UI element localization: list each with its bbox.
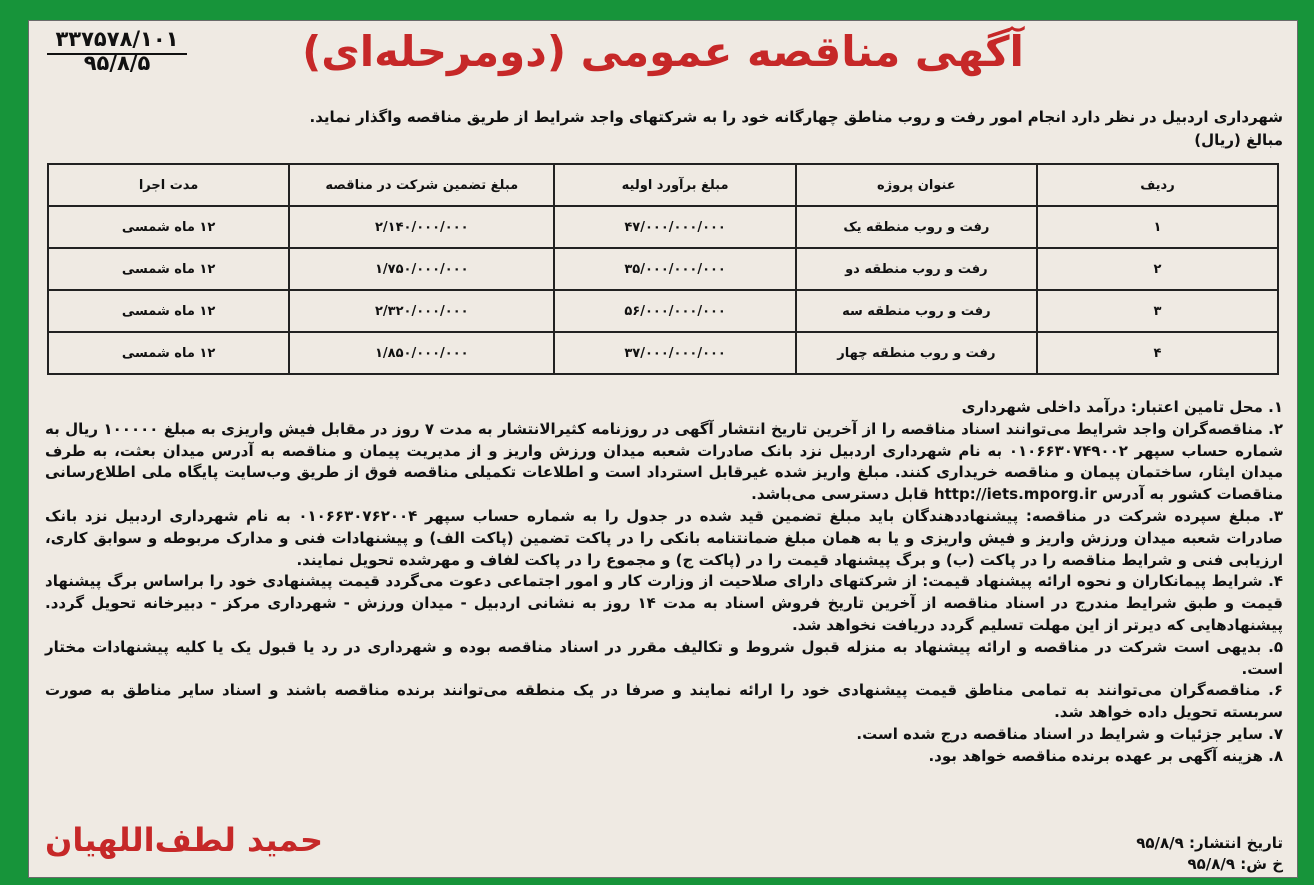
header-estimate: مبلغ برآورد اولیه [554, 164, 795, 206]
cell-project: رفت و روب منطقه دو [796, 248, 1037, 290]
term-item: ۲. مناقصه‌گران واجد شرایط می‌توانند اسناد مناقصه را از آخرین تاریخ انتشار آگهی در روزنامه کثیرالانتشار به مدت ۷ روز در مقابل فیش واریزی به مبلغ ۱۰۰۰۰۰ ریال به شماره حساب سپهر ۰۱۰۶۶۳۰۷۴۹۰۰۲ به نام شهرداری اردبیل نزد بانک صادرات شعبه میدان ورزش واریز و از مدیریت پیمان و مناقصه به آدرس میدان بعثت، به طرف میدان ایثار، ساختمان پیمان و مناقصه خریداری کنند. مبلغ واریز شده غیرقابل استرداد است و اطلاعات تکمیلی مناقصه فوق از طریق وب‌سایت پایگاه ملی اطلاع‌رسانی مناقصات کشور به آدرس http://iets.mporg.ir قابل دسترسی می‌باشد. [45, 419, 1284, 504]
header-project: عنوان پروژه [796, 164, 1037, 206]
notice-title: آگهی مناقصه عمومی (دومرحله‌ای) [302, 27, 1024, 76]
table-row [48, 248, 1278, 290]
cell-guarantee: ۲/۳۲۰/۰۰۰/۰۰۰ [289, 290, 554, 332]
reference-date: ۹۵/۸/۵ [83, 51, 151, 75]
print-date: خ ش: ۹۵/۸/۹ [1187, 855, 1283, 873]
cell-estimate: ۳۷/۰۰۰/۰۰۰/۰۰۰ [554, 332, 795, 374]
cell-estimate: ۵۶/۰۰۰/۰۰۰/۰۰۰ [554, 290, 795, 332]
term-item: ۶. مناقصه‌گران می‌توانند به تمامی مناطق قیمت پیشنهادی خود را ارائه نمایند و صرفا در یک منطقه می‌توانند برنده مناقصه باشند و اسناد سایر مناطق به صورت سربسته تحویل داده خواهد شد. [45, 681, 1283, 722]
cell-guarantee: ۱/۷۵۰/۰۰۰/۰۰۰ [289, 248, 554, 290]
cell-duration: ۱۲ ماه شمسی [48, 206, 289, 248]
cell-duration: ۱۲ ماه شمسی [48, 248, 289, 290]
publication-info [1136, 833, 1283, 875]
table-header-row [48, 164, 1278, 206]
notice-paper [28, 20, 1298, 878]
header-guarantee: مبلغ تضمین شرکت در مناقصه [289, 164, 554, 206]
cell-project: رفت و روب منطقه یک [796, 206, 1037, 248]
reference-number: ۳۳۷۵۷۸/۱۰۱ [55, 27, 179, 51]
cell-project: رفت و روب منطقه چهار [796, 332, 1037, 374]
terms-list [45, 397, 1283, 768]
term-item: ۳. مبلغ سپرده شرکت در مناقصه: پیشنهاددهندگان باید مبلغ تضمین قید شده در جدول را به شماره حساب سپهر ۰۱۰۶۶۳۰۷۶۲۰۰۴ به نام شهرداری اردبیل نزد بانک صادرات شعبه میدان ورزش واریز و فیش واریزی و یا به همان مبلغ ضمانتنامه بانکی را در پاکت تضمین (پاکت الف) و پیشنهادات فنی و مدارک مربوطه و سوابق کاری، ارزیابی فنی و شرایط مناقصه را در پاکت (ب) و برگ پیشنهاد قیمت را در (پاکت ج) و مجموع را در پاکت لفاف و مهرشده تحویل نمایند. [45, 506, 1284, 569]
publication-date: تاریخ انتشار: ۹۵/۸/۹ [1136, 834, 1283, 852]
cell-guarantee: ۱/۸۵۰/۰۰۰/۰۰۰ [289, 332, 554, 374]
cell-row-number: ۴ [1037, 332, 1278, 374]
header-duration: مدت اجرا [48, 164, 289, 206]
cell-row-number: ۳ [1037, 290, 1278, 332]
cell-row-number: ۱ [1037, 206, 1278, 248]
term-item: ۷. سایر جزئیات و شرایط در اسناد مناقصه درج شده است. [856, 724, 1283, 743]
table-row [48, 206, 1278, 248]
cell-row-number: ۲ [1037, 248, 1278, 290]
amount-unit: مبالغ (ریال) [1194, 131, 1283, 149]
signature-name: حمید لطف‌اللهیان [45, 821, 324, 859]
cell-duration: ۱۲ ماه شمسی [48, 290, 289, 332]
term-item: ۱. محل تامین اعتبار: درآمد داخلی شهرداری [961, 398, 1283, 416]
header-row-number: ردیف [1037, 164, 1278, 206]
term-item: ۸. هزینه آگهی بر عهده برنده مناقصه خواهد بود. [928, 746, 1283, 765]
intro-text: شهرداری اردبیل در نظر دارد انجام امور رفت و روب مناطق چهارگانه خود را به شرکتهای واجد شرایط از طریق مناقصه واگذار نماید. [309, 108, 1283, 126]
tender-table [47, 163, 1279, 375]
cell-estimate: ۳۵/۰۰۰/۰۰۰/۰۰۰ [554, 248, 795, 290]
cell-project: رفت و روب منطقه سه [796, 290, 1037, 332]
cell-duration: ۱۲ ماه شمسی [48, 332, 289, 374]
cell-estimate: ۴۷/۰۰۰/۰۰۰/۰۰۰ [554, 206, 795, 248]
cell-guarantee: ۲/۱۴۰/۰۰۰/۰۰۰ [289, 206, 554, 248]
term-item: ۵. بدیهی است شرکت در مناقصه و ارائه پیشنهاد به منزله قبول شروط و تکالیف مقرر در اسناد مناقصه بوده و شهرداری در رد یا قبول یک یا کلیه پیشنهادات مختار است. [45, 637, 1283, 678]
term-item: ۴. شرایط پیمانکاران و نحوه ارائه پیشنهاد قیمت: از شرکتهای دارای صلاحیت از وزارت کار و امور اجتماعی دعوت می‌گردد قیمت پیشنهادی خود را براساس برگ پیشنهاد قیمت و طبق شرایط مندرج در اسناد مناقصه از آخرین تاریخ فروش اسناد به مدت ۱۴ روز به نشانی اردبیل - میدان ورزش - شهرداری مرکز - دبیرخانه تحویل گردد. پیشنهادهایی که دیرتر از این مهلت تسلیم گردد دریافت نخواهد شد. [45, 572, 1283, 634]
table-row [48, 290, 1278, 332]
table-row [48, 332, 1278, 374]
